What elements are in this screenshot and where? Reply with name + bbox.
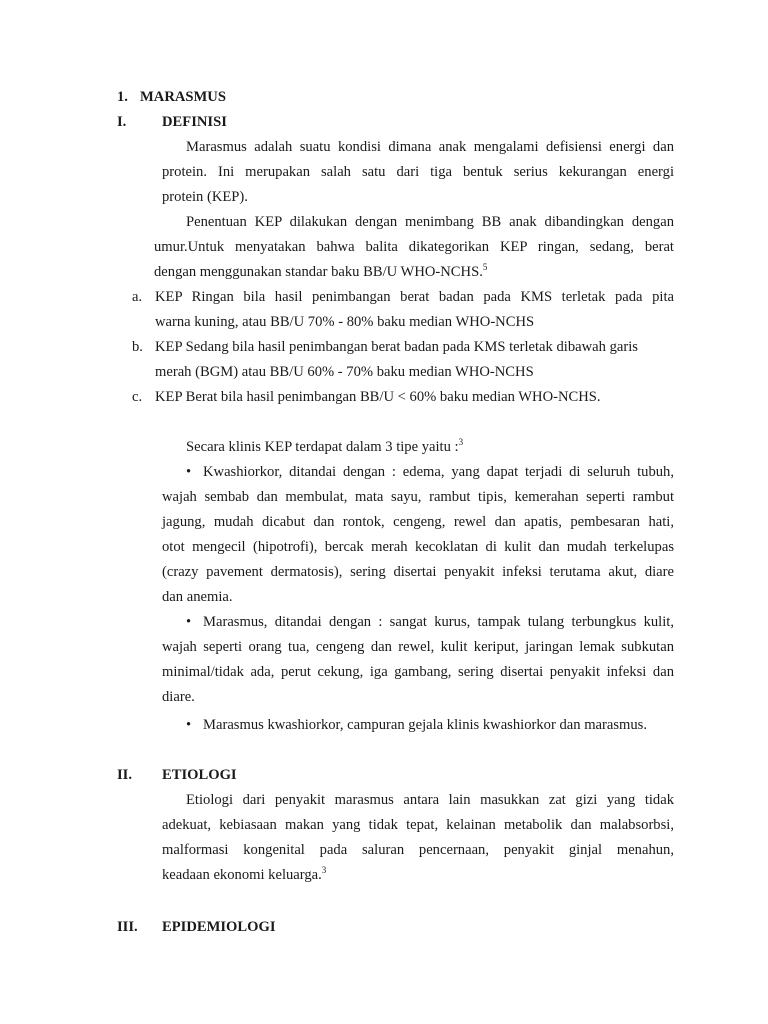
type-line: (crazy pavement dermatosis), sering disertai penyakit infeksi terutama akut, diare [162,564,674,580]
citation-superscript: 3 [321,865,327,876]
type-line: wajah seperti orang tua, cengeng dan rewel, kulit keriput, jaringan lemak subkutan [162,639,674,655]
section-heading-etiologi: ETIOLOGI [162,767,237,783]
paragraph-line: Penentuan KEP dilakukan dengan menimbang BB anak dibandingkan dengan [186,214,674,230]
paragraph-text: keadaan ekonomi keluarga. [162,867,322,883]
list-item-line: merah (BGM) atau BB/U 60% - 70% baku median WHO-NCHS [155,364,534,380]
list-item-line: KEP Berat bila hasil penimbangan BB/U < 60% baku median WHO-NCHS. [155,389,601,405]
paragraph-line [154,263,487,281]
paragraph-line: malformasi kongenital pada saluran pencernaan, penyakit ginjal menahun, [162,842,674,858]
bullet-icon: • [186,614,192,630]
section-number: I. [117,114,127,130]
bullet-icon: • [186,717,192,733]
section-heading-definisi: DEFINISI [162,114,227,130]
list-marker: c. [132,389,143,405]
type-line: minimal/tidak ada, perut cekung, iga gambang, sering disertai penyakit infeksi dan [162,664,674,680]
paragraph-line: Marasmus adalah suatu kondisi dimana anak mengalami defisiensi energi dan [186,139,674,155]
page-title: MARASMUS [140,89,226,105]
paragraph-line: adekuat, kebiasaan makan yang tidak tepat, kelainan metabolik dan malabsorbsi, [162,817,674,833]
paragraph-text: dengan menggunakan standar baku BB/U WHO-NCHS. [154,264,483,280]
bullet-icon: • [186,464,192,480]
klinis-intro [186,438,463,456]
paragraph-line: protein (KEP). [162,189,248,205]
type-line: wajah sembab dan membulat, mata sayu, rambut tipis, kemerahan seperti rambut [162,489,674,505]
type-line: Marasmus kwashiorkor, campuran gejala klinis kwashiorkor dan marasmus. [203,717,648,733]
type-line: otot mengecil (hipotrofi), bercak merah kecoklatan di kulit dan mudah terkelupas [162,539,674,555]
citation-superscript: 5 [482,262,488,273]
section-number: III. [117,919,138,935]
type-line: jagung, mudah dicabut dan rontok, cengeng, rewel dan apatis, pembesaran hati, [162,514,674,530]
type-line: Marasmus, ditandai dengan : sangat kurus, tampak tulang terbungkus kulit, [203,614,674,630]
list-item-line: warna kuning, atau BB/U 70% - 80% baku median WHO-NCHS [155,314,535,330]
paragraph-line: protein. Ini merupakan salah satu dari tiga bentuk serius kekurangan energi [162,164,674,180]
klinis-intro-text: Secara klinis KEP terdapat dalam 3 tipe yaitu : [186,439,459,455]
paragraph-line: Etiologi dari penyakit marasmus antara lain masukkan zat gizi yang tidak [186,792,674,808]
list-marker: a. [132,289,143,305]
title-number: 1. [117,89,128,105]
type-line: diare. [162,689,195,705]
list-item-line: KEP Ringan bila hasil penimbangan berat badan pada KMS terletak pada pita [155,289,674,305]
section-heading-epidemiologi: EPIDEMIOLOGI [162,919,276,935]
list-marker: b. [132,339,143,355]
paragraph-line: umur.Untuk menyatakan bahwa balita dikategorikan KEP ringan, sedang, berat [154,239,674,255]
type-line: dan anemia. [162,589,233,605]
section-number: II. [117,767,133,783]
list-item-line: KEP Sedang bila hasil penimbangan berat badan pada KMS terletak dibawah garis [155,339,638,355]
citation-superscript: 3 [458,437,464,448]
paragraph-line [162,866,326,884]
type-line: Kwashiorkor, ditandai dengan : edema, yang dapat terjadi di seluruh tubuh, [203,464,674,480]
